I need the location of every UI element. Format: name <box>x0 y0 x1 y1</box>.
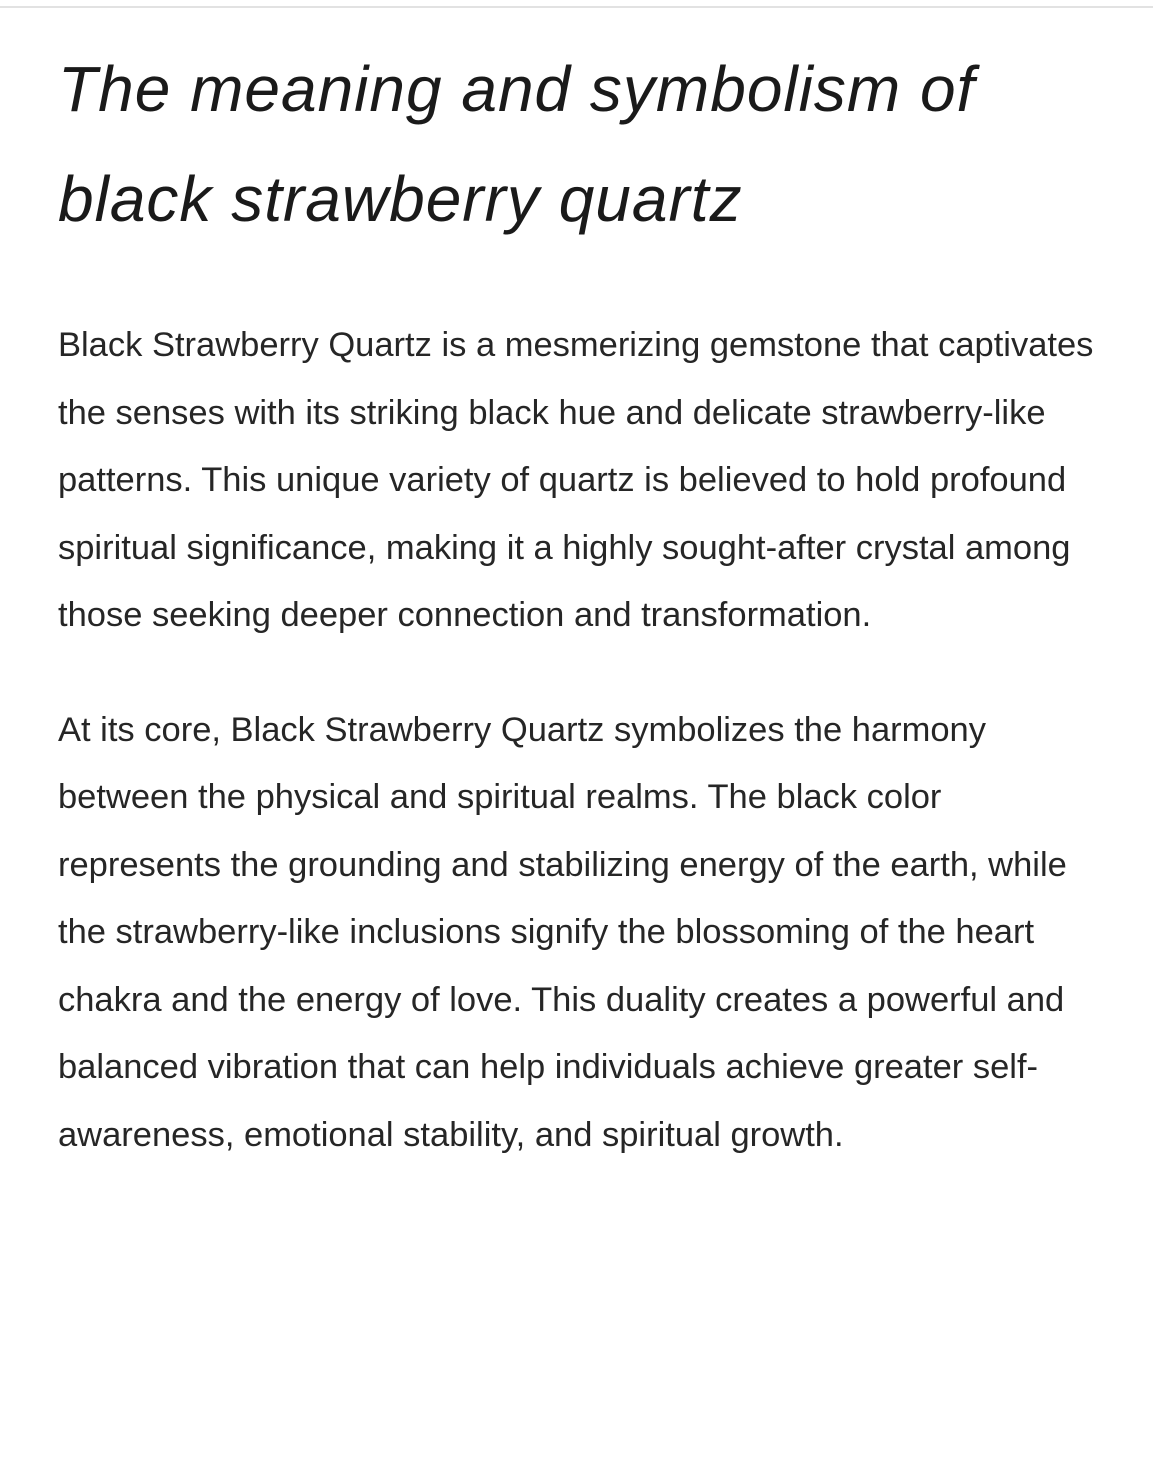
article-paragraph-symbolism: At its core, Black Strawberry Quartz symbolizes the harmony between the physical and spiritual realms. The black color represents the grounding and stabilizing energy of the earth, while the strawberry-like inclusions signify the blossoming of the heart chakra and the energy of love. This duality creates a powerful and balanced vibration that can help individuals achieve greater self-awareness, emotional stability, and spiritual growth. <box>58 710 1067 1154</box>
article-title: The meaning and symbolism of black strawberry quartz <box>58 53 976 235</box>
top-divider <box>0 6 1153 8</box>
article-paragraph-intro: Black Strawberry Quartz is a mesmerizing gemstone that captivates the senses with its striking black hue and delicate strawberry-like patterns. This unique variety of quartz is believed to hold profound spiritual significance, making it a highly sought-after crystal among those seeking deeper connection and transformation. <box>58 326 1094 634</box>
article-body <box>58 34 1108 1169</box>
